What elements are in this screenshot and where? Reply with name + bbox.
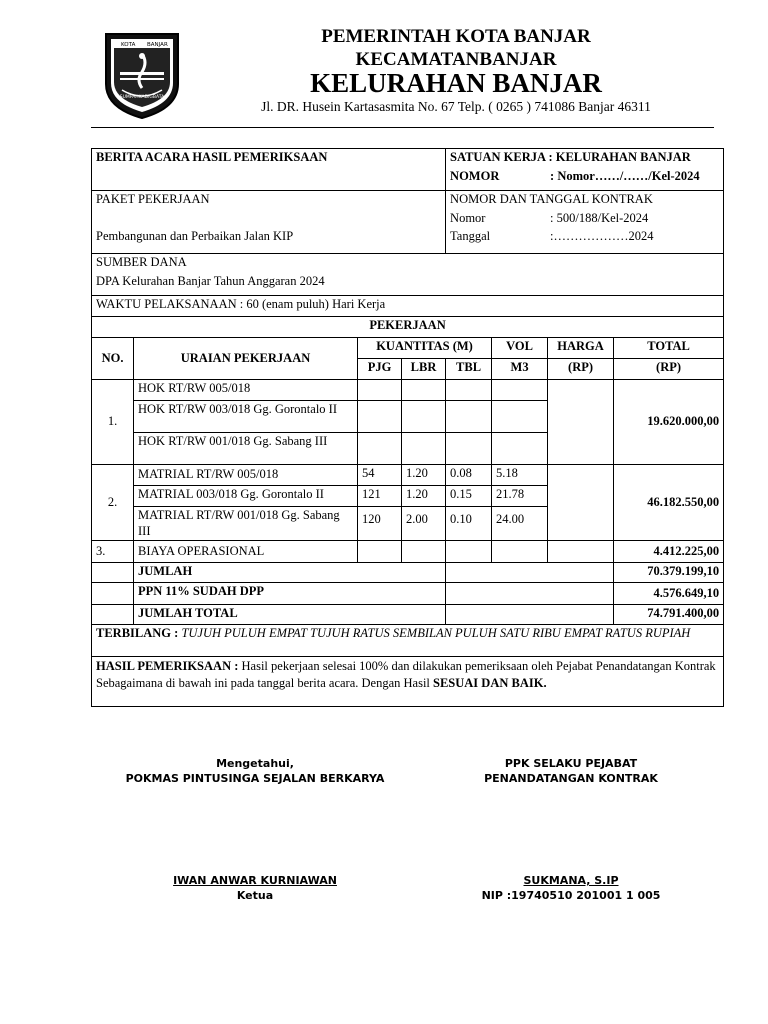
svg-text:BANJAR: BANJAR [147,42,168,48]
header-kelurahan: KELURAHAN BANJAR [310,68,602,98]
city-emblem-logo [102,28,182,120]
satuan-kerja-cell [446,149,724,191]
left-name: IWAN ANWAR KURNIAWAN [173,874,337,887]
jumlah-total-value: 74.791.400,00 [614,605,724,625]
col-kuantitas: KUANTITAS (M) [358,338,492,359]
kontrak-label: NOMOR DAN TANGGAL KONTRAK [450,192,653,206]
nomor-value: : Nomor……/……/Kel-2024 [550,168,700,183]
col-tbl: TBL [446,359,492,380]
kontrak-nomor-label: Nomor [450,210,486,225]
item-tbl [446,380,492,401]
col-total-rp: (RP) [614,359,724,380]
col-vol: VOL [492,338,548,359]
item-lbr: 2.00 [402,507,446,541]
terbilang-value: TUJUH PULUH EMPAT TUJUH RATUS SEMBILAN PULUH SATU RIBU EMPAT RATUS RUPIAH [181,626,691,641]
col-harga: HARGA [548,338,614,359]
berita-acara-title: BERITA ACARA HASIL PEMERIKSAAN [92,149,446,191]
ppn-label: PPN 11% SUDAH DPP [134,583,446,605]
item-tbl: 0.10 [446,507,492,541]
signature-left-heading [105,756,405,787]
item-vol: 24.00 [492,507,548,541]
group-harga [548,380,614,465]
satuan-kerja: SATUAN KERJA : KELURAHAN BANJAR [450,150,691,164]
biaya-label: BIAYA OPERASIONAL [134,541,358,563]
item-pjg [358,433,402,465]
right-title: NIP :19740510 201001 1 005 [481,889,661,903]
kontrak-tanggal-value: :………………2024 [550,229,654,244]
item-lbr [402,380,446,401]
jumlah-total-label: JUMLAH TOTAL [134,605,446,625]
item-tbl [446,401,492,433]
paket-value: Pembangunan dan Perbaikan Jalan KIP [96,228,294,243]
item-tbl: 0.15 [446,486,492,507]
col-m3: M3 [492,359,548,380]
item-lbr: 1.20 [402,486,446,507]
table-row [92,380,724,401]
table-row [92,583,724,605]
inspection-report-table [91,148,724,707]
col-no: NO. [92,338,134,380]
signature-right-name-block [421,873,721,904]
group-harga [548,465,614,541]
header-kecamatan: KECAMATANBANJAR [355,49,557,70]
terbilang-cell [92,625,724,657]
svg-text:KOTA: KOTA [121,42,136,48]
right-line1: PPK SELAKU PEJABAT [504,757,638,770]
kontrak-cell [446,191,724,254]
group-total: 46.182.550,00 [614,465,724,541]
right-name: SUKMANA, S.IP [523,874,619,887]
item-lbr: 1.20 [402,465,446,486]
header-address: Jl. DR. Husein Kartasasmita No. 67 Telp. ( 0265 ) 741086 Banjar 46311 [261,99,651,114]
item-uraian: HOK RT/RW 005/018 [134,380,358,401]
kontrak-nomor-value: : 500/188/Kel-2024 [550,210,649,225]
item-tbl: 0.08 [446,465,492,486]
terbilang-label: TERBILANG : [96,626,179,641]
right-line2: PENANDATANGAN KONTRAK [484,772,658,786]
table-row [92,465,724,486]
item-uraian: HOK RT/RW 001/018 Gg. Sabang III [134,433,358,465]
waktu-pelaksanaan: WAKTU PELAKSANAAN : 60 (enam puluh) Hari Kerja [92,296,724,317]
sumber-value: DPA Kelurahan Banjar Tahun Anggaran 2024 [96,273,325,288]
pekerjaan-title: PEKERJAAN [92,317,724,338]
item-vol: 21.78 [492,486,548,507]
left-title: Ketua [236,889,274,903]
biaya-total: 4.412.225,00 [614,541,724,563]
hasil-conclusion: SESUAI DAN BAIK. [433,675,547,690]
svg-text:SUMPAHKADIGBATA: SUMPAHKADIGBATA [119,95,165,100]
header-divider [91,127,714,128]
group-no: 1. [92,380,134,465]
item-uraian: MATRIAL 003/018 Gg. Gorontalo II [134,486,358,507]
item-vol [492,433,548,465]
hasil-text: Hasil pekerjaan selesai 100% dan dilakukan pemeriksaan oleh Pejabat Penandatangan Kontrak Sebagaimana di bawah ini pada tanggal berita acara. Dengan Hasil [96,659,716,690]
item-lbr [402,401,446,433]
kontrak-tanggal-label: Tanggal [450,229,491,244]
col-lbr: LBR [402,359,446,380]
item-vol: 5.18 [492,465,548,486]
item-tbl [446,433,492,465]
col-uraian: URAIAN PEKERJAAN [134,338,358,380]
group-total: 19.620.000,00 [614,380,724,465]
item-pjg: 120 [358,507,402,541]
sumber-label: SUMBER DANA [96,255,187,269]
jumlah-label: JUMLAH [134,563,446,583]
left-org: POKMAS PINTUSINGA SEJALAN BERKARYA [125,772,385,786]
nomor-label: NOMOR [450,168,500,183]
item-uraian: MATRIAL RT/RW 001/018 Gg. Sabang III [134,507,358,541]
biaya-no: 3. [92,541,134,563]
item-pjg: 54 [358,465,402,486]
paket-label: PAKET PEKERJAAN [96,192,210,206]
item-pjg: 121 [358,486,402,507]
left-mengetahui: Mengetahui, [216,757,294,770]
group-no: 2. [92,465,134,541]
item-pjg [358,380,402,401]
table-row [92,541,724,563]
item-pjg [358,401,402,433]
paket-pekerjaan-cell [92,191,446,254]
table-row [92,605,724,625]
hasil-label: HASIL PEMERIKSAAN : [96,659,239,674]
jumlah-value: 70.379.199,10 [614,563,724,583]
item-vol [492,401,548,433]
signature-left-name-block [105,873,405,904]
item-lbr [402,433,446,465]
header-government: PEMERINTAH KOTA BANJAR [321,26,591,47]
col-pjg: PJG [358,359,402,380]
item-uraian: MATRIAL RT/RW 005/018 [134,465,358,486]
item-vol [492,380,548,401]
item-uraian: HOK RT/RW 003/018 Gg. Gorontalo II [134,401,358,433]
col-harga-rp: (RP) [548,359,614,380]
col-total: TOTAL [614,338,724,359]
table-row [92,563,724,583]
ppn-value: 4.576.649,10 [614,583,724,605]
hasil-cell [92,657,724,707]
signature-right-heading [421,756,721,787]
sumber-dana-cell [92,254,724,296]
